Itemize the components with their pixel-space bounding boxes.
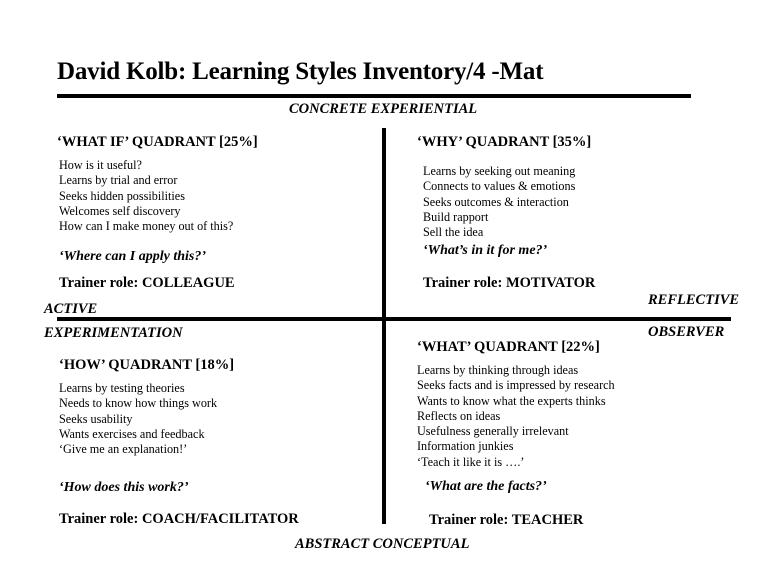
title-underline	[57, 94, 691, 98]
list-item: ‘Give me an explanation!’	[59, 442, 188, 457]
list-item: Information junkies	[417, 439, 514, 454]
trainer-role-how: Trainer role: COACH/FACILITATOR	[59, 511, 299, 527]
quadrant-title-what: ‘WHAT’ QUADRANT [22%]	[417, 339, 600, 355]
list-item: Seeks hidden possibilities	[59, 188, 185, 203]
list-item: Connects to values & emotions	[423, 179, 576, 194]
list-item: Welcomes self discovery	[59, 203, 181, 218]
list-item: Seeks usability	[59, 411, 133, 426]
list-item: Seeks outcomes & interaction	[423, 194, 569, 209]
quadrant-title-how: ‘HOW’ QUADRANT [18%]	[59, 357, 235, 373]
axis-label-observer: OBSERVER	[648, 324, 725, 340]
quadrant-title-what-if: ‘WHAT IF’ QUADRANT [25%]	[57, 134, 258, 150]
list-item: Needs to know how things work	[59, 396, 218, 411]
vertical-axis-line	[382, 128, 386, 524]
list-item: Build rapport	[423, 209, 489, 224]
axis-label-abstract: ABSTRACT CONCEPTUAL	[295, 536, 470, 552]
quadrant-items-what-if	[59, 158, 233, 234]
list-item: Wants to know what the experts thinks	[417, 393, 606, 408]
horizontal-axis-line	[57, 317, 731, 321]
quadrant-title-why: ‘WHY’ QUADRANT [35%]	[417, 134, 592, 150]
trainer-role-what-if: Trainer role: COLLEAGUE	[59, 275, 235, 291]
list-item: Wants exercises and feedback	[59, 426, 205, 441]
quadrant-question-what: ‘What are the facts?’	[425, 479, 547, 494]
list-item: Seeks facts and is impressed by research	[417, 378, 615, 393]
page-title: David Kolb: Learning Styles Inventory/4 -Mat	[57, 58, 544, 85]
list-item: ‘Teach it like it is ….’	[417, 454, 525, 469]
list-item: Reflects on ideas	[417, 408, 501, 423]
list-item: How can I make money out of this?	[59, 219, 234, 234]
quadrant-items-why	[423, 164, 575, 240]
list-item: How is it useful?	[59, 158, 142, 172]
quadrant-question-what-if: ‘Where can I apply this?’	[59, 249, 206, 264]
axis-label-reflective: REFLECTIVE	[648, 292, 740, 308]
trainer-role-what: Trainer role: TEACHER	[429, 512, 584, 528]
list-item: Usefulness generally irrelevant	[417, 424, 569, 439]
trainer-role-why: Trainer role: MOTIVATOR	[423, 275, 596, 291]
axis-label-experimentation: EXPERIMENTATION	[44, 325, 183, 341]
list-item: Learns by trial and error	[59, 173, 178, 188]
list-item: Learns by thinking through ideas	[417, 363, 579, 377]
list-item: Sell the idea	[423, 225, 484, 240]
quadrant-question-how: ‘How does this work?’	[59, 480, 189, 495]
list-item: Learns by testing theories	[59, 381, 185, 395]
quadrant-question-why: ‘What’s in it for me?’	[423, 243, 548, 258]
list-item: Learns by seeking out meaning	[423, 164, 576, 178]
quadrant-items-what	[417, 363, 615, 470]
quadrant-items-how	[59, 381, 217, 457]
axis-label-active: ACTIVE	[44, 301, 98, 317]
axis-label-concrete: CONCRETE EXPERIENTIAL	[289, 101, 478, 117]
